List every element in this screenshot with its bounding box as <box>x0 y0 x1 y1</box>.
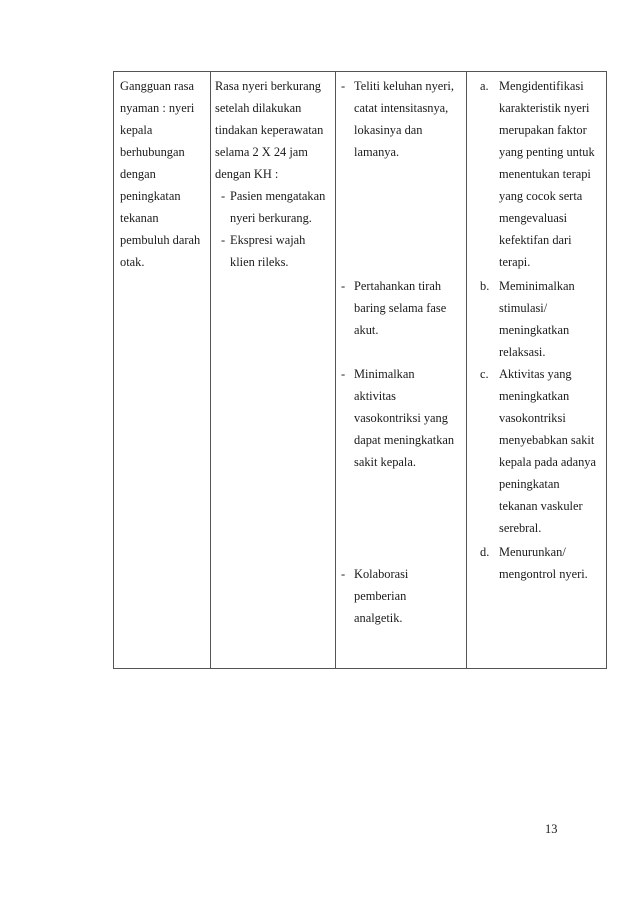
rationale-line: peningkatan <box>499 477 560 491</box>
rationale-marker: c. <box>480 367 489 381</box>
rationale-line: vasokontriksi <box>499 411 566 425</box>
intervention-marker: - <box>341 367 346 381</box>
diagnosis-column <box>120 72 208 668</box>
intervention-line: baring selama fase <box>354 301 447 315</box>
rationale-line: menyebabkan sakit <box>499 433 595 447</box>
intervention-marker: - <box>341 79 346 93</box>
goal-line: tindakan keperawatan <box>215 123 324 137</box>
goal-line: setelah dilakukan <box>215 101 302 115</box>
rationale-marker: b. <box>480 279 490 293</box>
intervention-line: pemberian <box>354 589 407 603</box>
diagnosis-line: peningkatan <box>120 189 181 203</box>
intervention-line: analgetik. <box>354 611 403 625</box>
rationale-line: relaksasi. <box>499 345 546 359</box>
rationale-line: yang penting untuk <box>499 145 595 159</box>
rationale-line: kepala pada adanya <box>499 455 597 469</box>
rationale-line: menentukan terapi <box>499 167 591 181</box>
diagnosis-line: otak. <box>120 255 145 269</box>
intervention-column <box>341 72 465 668</box>
intervention-line: Pertahankan tirah <box>354 279 442 293</box>
rationale-line: Aktivitas yang <box>499 367 572 381</box>
intervention-line: Teliti keluhan nyeri, <box>354 79 454 93</box>
rationale-line: meningkatkan <box>499 389 570 403</box>
diagnosis-line: dengan <box>120 167 156 181</box>
rationale-line: Mengidentifikasi <box>499 79 584 93</box>
intervention-line: sakit kepala. <box>354 455 416 469</box>
rationale-line: terapi. <box>499 255 531 269</box>
intervention-marker: - <box>341 279 346 293</box>
intervention-line: lamanya. <box>354 145 400 159</box>
rationale-line: serebral. <box>499 521 542 535</box>
intervention-line: lokasinya dan <box>354 123 423 137</box>
rationale-line: tekanan vaskuler <box>499 499 583 513</box>
column-divider <box>335 72 336 668</box>
intervention-line: dapat meningkatkan <box>354 433 455 447</box>
rationale-line: Menurunkan/ <box>499 545 566 559</box>
criteria-marker: - <box>221 189 226 203</box>
rationale-line: Meminimalkan <box>499 279 575 293</box>
criteria-line: Pasien mengatakan <box>230 189 326 203</box>
rationale-column <box>480 72 606 668</box>
rationale-line: kefektifan dari <box>499 233 572 247</box>
column-divider <box>210 72 211 668</box>
intervention-line: akut. <box>354 323 379 337</box>
criteria-marker: - <box>221 233 226 247</box>
intervention-line: Kolaborasi <box>354 567 409 581</box>
rationale-line: stimulasi/ <box>499 301 548 315</box>
care-plan-table <box>113 71 607 669</box>
criteria-line: klien rileks. <box>230 255 289 269</box>
rationale-line: mengontrol nyeri. <box>499 567 588 581</box>
rationale-line: karakteristik nyeri <box>499 101 590 115</box>
diagnosis-line: kepala <box>120 123 153 137</box>
intervention-line: catat intensitasnya, <box>354 101 449 115</box>
goal-line: dengan KH : <box>215 167 279 181</box>
diagnosis-line: tekanan <box>120 211 159 225</box>
page-number: 13 <box>545 822 558 836</box>
rationale-marker: d. <box>480 545 490 559</box>
diagnosis-line: nyaman : nyeri <box>120 101 195 115</box>
diagnosis-line: berhubungan <box>120 145 185 159</box>
column-divider <box>466 72 467 668</box>
diagnosis-line: pembuluh darah <box>120 233 201 247</box>
intervention-line: Minimalkan <box>354 367 415 381</box>
rationale-marker: a. <box>480 79 489 93</box>
criteria-line: nyeri berkurang. <box>230 211 312 225</box>
diagnosis-line: Gangguan rasa <box>120 79 194 93</box>
goal-column <box>215 72 333 668</box>
criteria-line: Ekspresi wajah <box>230 233 306 247</box>
goal-line: selama 2 X 24 jam <box>215 145 308 159</box>
intervention-line: vasokontriksi yang <box>354 411 448 425</box>
goal-line: Rasa nyeri berkurang <box>215 79 321 93</box>
rationale-line: merupakan faktor <box>499 123 587 137</box>
intervention-line: aktivitas <box>354 389 396 403</box>
rationale-line: meningkatkan <box>499 323 570 337</box>
intervention-marker: - <box>341 567 346 581</box>
rationale-line: yang cocok serta <box>499 189 583 203</box>
rationale-line: mengevaluasi <box>499 211 568 225</box>
